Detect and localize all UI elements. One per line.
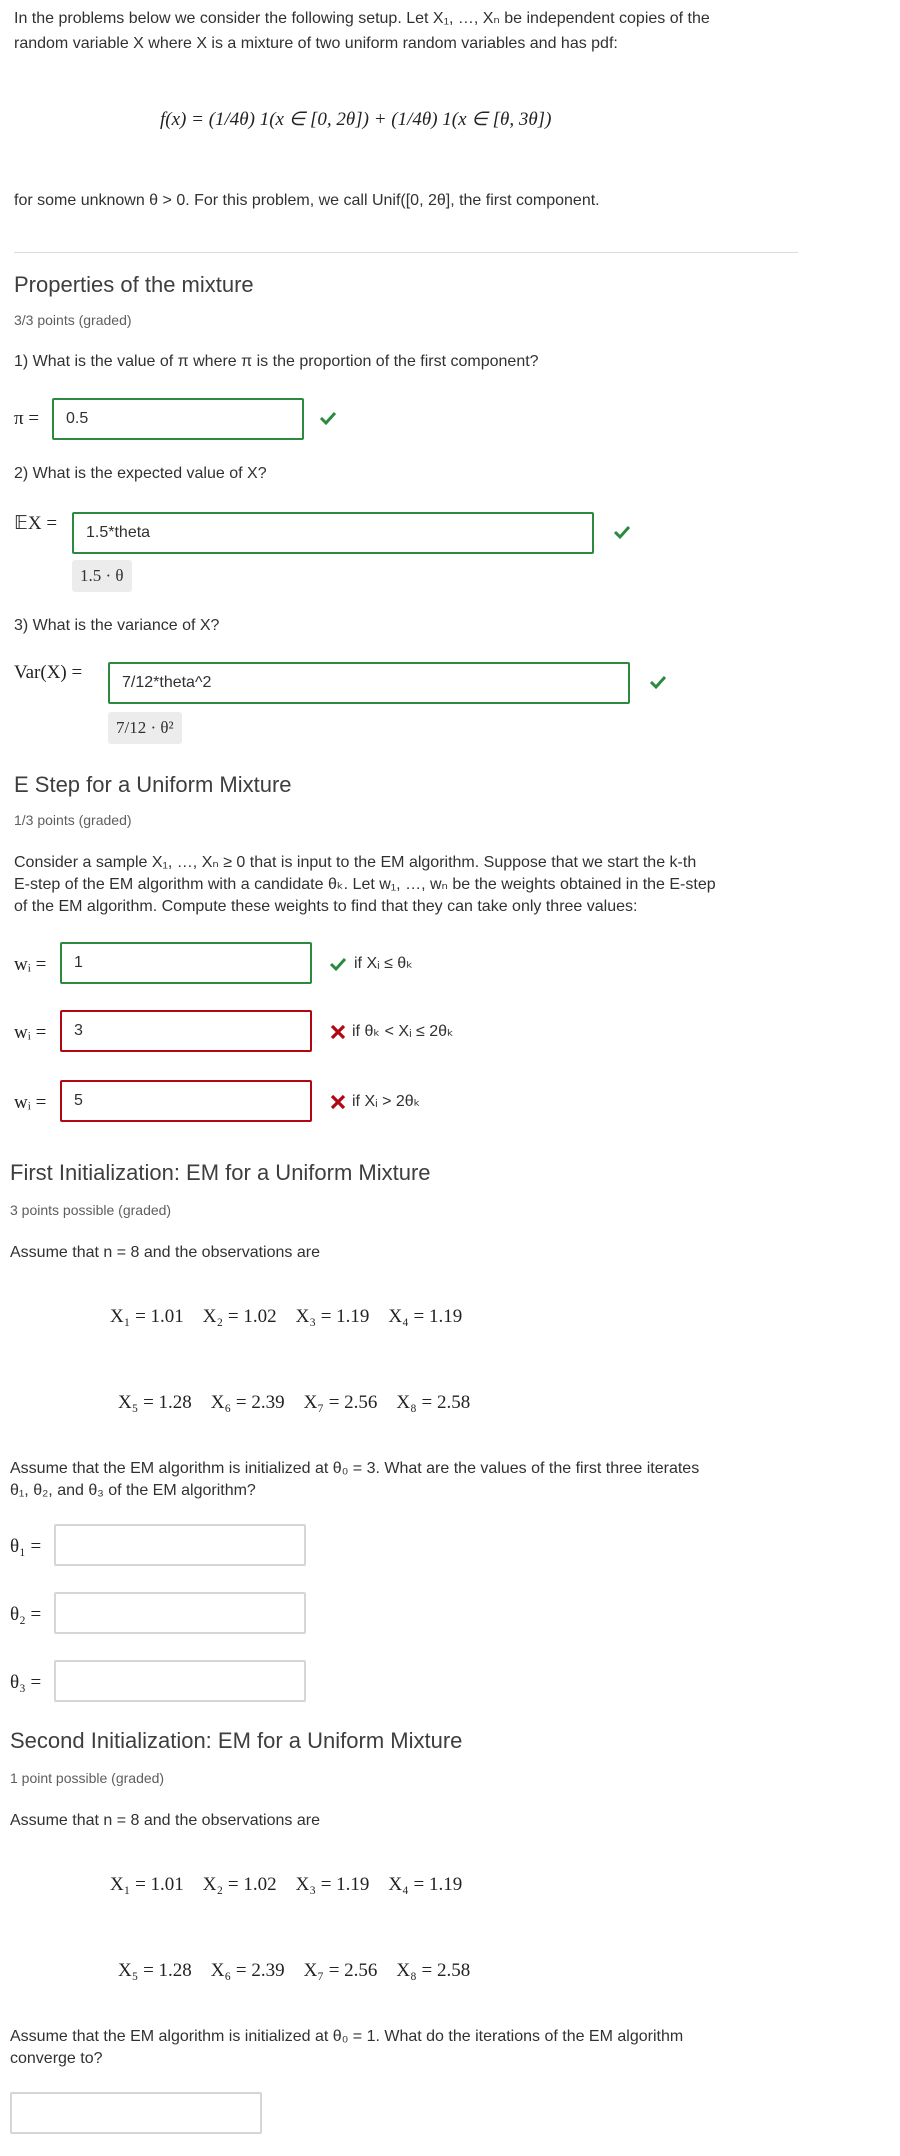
question-1: 1) What is the value of π where π is the proportion of the first component? <box>14 353 539 370</box>
q2-label: 𝔼X = <box>14 513 58 534</box>
q3-preview: 7/12 · θ² <box>108 712 182 744</box>
w2-condition: if θₖ < Xᵢ ≤ 2θₖ <box>352 1023 454 1040</box>
w2-label: wᵢ = <box>14 1022 47 1043</box>
section-points: 1 point possible (graded) <box>10 1770 165 1786</box>
theta1-input[interactable] <box>54 1524 306 1566</box>
intro-line-1: In the problems below we consider the following setup. Let X₁, …, Xₙ be independent copies of the <box>14 10 710 27</box>
observations-row-2: X₅ = 1.28 X₆ = 2.39 X₇ = 2.56 X₈ = 2.58 <box>118 1392 471 1413</box>
divider <box>14 252 798 253</box>
q3-input[interactable]: 7/12*theta^2 <box>108 662 630 704</box>
q2-input[interactable]: 1.5*theta <box>72 512 594 554</box>
second-init-text-2: converge to? <box>10 2050 103 2067</box>
converge-input[interactable] <box>10 2092 262 2134</box>
observations-row-1: X₁ = 1.01 X₂ = 1.02 X₃ = 1.19 X₄ = 1.19 <box>110 1306 463 1327</box>
check-icon <box>612 522 632 542</box>
w1-condition: if Xᵢ ≤ θₖ <box>354 955 414 972</box>
w1-label: wᵢ = <box>14 954 47 975</box>
second-init-assume: Assume that n = 8 and the observations are <box>10 1812 320 1829</box>
first-init-assume: Assume that n = 8 and the observations are <box>10 1244 320 1261</box>
check-icon <box>318 408 338 428</box>
theta2-input[interactable] <box>54 1592 306 1634</box>
cross-icon <box>328 1022 348 1042</box>
pdf-formula: f(x) = (1/4θ) 1(x ∈ [0, 2θ]) + (1/4θ) 1(x ∈ [θ, 3θ]) <box>160 109 552 130</box>
section-title-estep: E Step for a Uniform Mixture <box>14 772 292 797</box>
w3-input[interactable]: 5 <box>60 1080 312 1122</box>
q2-preview: 1.5 · θ <box>72 560 132 592</box>
w3-condition: if Xᵢ > 2θₖ <box>352 1093 421 1110</box>
section-points: 1/3 points (graded) <box>14 812 132 828</box>
q1-label: π = <box>14 408 40 429</box>
section-points: 3 points possible (graded) <box>10 1202 172 1218</box>
check-icon <box>328 954 348 974</box>
theta3-input[interactable] <box>54 1660 306 1702</box>
w3-label: wᵢ = <box>14 1092 47 1113</box>
observations-row-2: X₅ = 1.28 X₆ = 2.39 X₇ = 2.56 X₈ = 2.58 <box>118 1960 471 1981</box>
w1-input[interactable]: 1 <box>60 942 312 984</box>
intro-after: for some unknown θ > 0. For this problem, we call Unif([0, 2θ], the first component. <box>14 192 600 209</box>
section-title-second-init: Second Initialization: EM for a Uniform Mixture <box>10 1728 463 1753</box>
theta1-label: θ₁ = <box>10 1536 42 1557</box>
question-2: 2) What is the expected value of X? <box>14 465 267 482</box>
check-icon <box>648 672 668 692</box>
first-init-text-1: Assume that the EM algorithm is initialized at θ₀ = 3. What are the values of the first three iterates <box>10 1460 700 1477</box>
cross-icon <box>328 1092 348 1112</box>
q3-label: Var(X) = <box>14 662 83 683</box>
theta3-label: θ₃ = <box>10 1672 42 1693</box>
estep-desc-3: of the EM algorithm. Compute these weights to find that they can take only three values: <box>14 898 638 915</box>
question-3: 3) What is the variance of X? <box>14 617 220 634</box>
w2-input[interactable]: 3 <box>60 1010 312 1052</box>
observations-row-1: X₁ = 1.01 X₂ = 1.02 X₃ = 1.19 X₄ = 1.19 <box>110 1874 463 1895</box>
estep-desc-1: Consider a sample X₁, …, Xₙ ≥ 0 that is input to the EM algorithm. Suppose that we start the k-th <box>14 854 697 871</box>
section-title-properties: Properties of the mixture <box>14 272 254 297</box>
theta2-label: θ₂ = <box>10 1604 42 1625</box>
estep-desc-2: E-step of the EM algorithm with a candidate θₖ. Let w₁, …, wₙ be the weights obtained in the E-step <box>14 876 716 893</box>
intro-line-2: random variable X where X is a mixture of two uniform random variables and has pdf: <box>14 35 618 52</box>
q1-input[interactable]: 0.5 <box>52 398 304 440</box>
section-title-first-init: First Initialization: EM for a Uniform Mixture <box>10 1160 431 1185</box>
section-points: 3/3 points (graded) <box>14 312 132 328</box>
second-init-text-1: Assume that the EM algorithm is initialized at θ₀ = 1. What do the iterations of the EM algorithm <box>10 2028 684 2045</box>
first-init-text-2: θ₁, θ₂, and θ₃ of the EM algorithm? <box>10 1482 256 1499</box>
